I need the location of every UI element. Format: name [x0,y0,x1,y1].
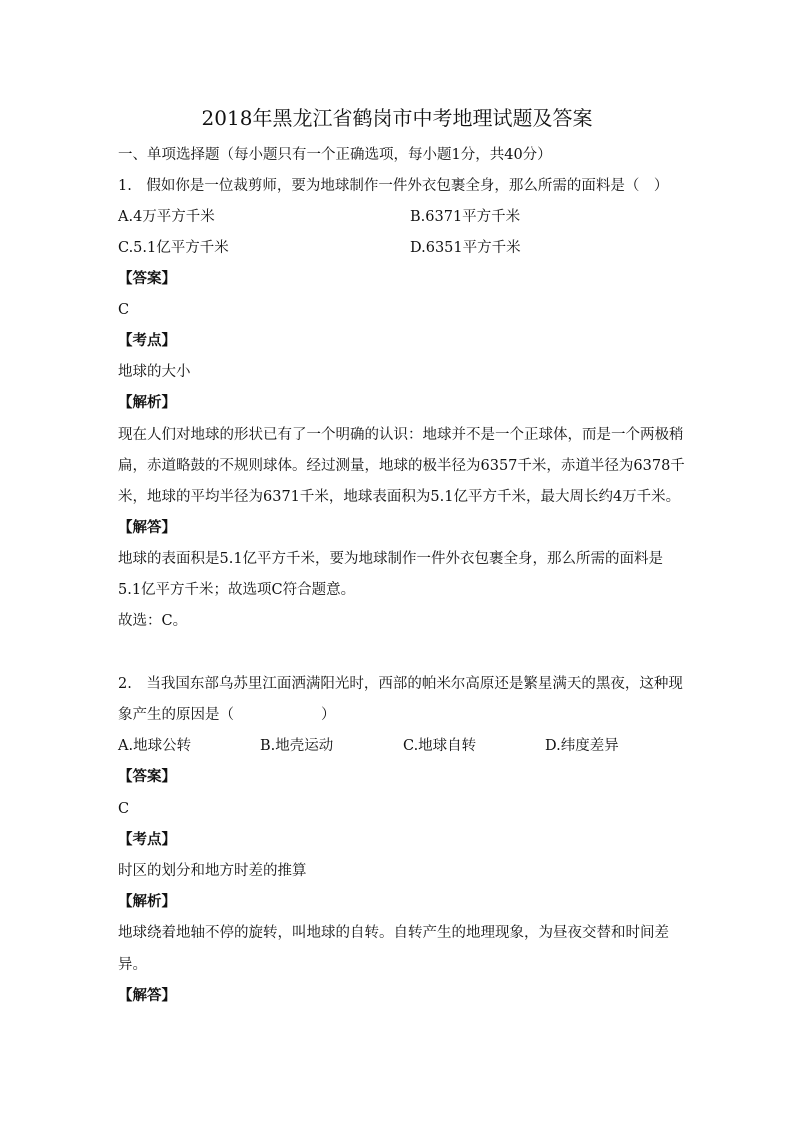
section-heading: 一、单项选择题（每小题只有一个正确选项，每小题1分，共40分） [118,147,552,163]
q2-jieda-label: 【解答】 [118,987,176,1004]
q1-answer-label: 【答案】 [118,270,176,287]
q1-jieda-label: 【解答】 [118,519,176,536]
q2-kaodian: 时区的划分和地方时差的推算 [118,863,307,879]
q1-kaodian: 地球的大小 [118,364,191,380]
q2-kaodian-label: 【考点】 [118,831,176,848]
q1-jiexi-line-2: 扁，赤道略鼓的不规则球体。经过测量，地球的极半径为6357千米，赤道半径为6378千 [118,458,685,474]
q2-jiexi-line-1: 地球绕着地轴不停的旋转，叫地球的自转。自转产生的地理现象，为昼夜交替和时间差 [118,925,669,941]
q1-jieda-line-2: 5.1亿平方千米；故选项C符合题意。 [118,582,356,598]
q2-answer-label: 【答案】 [118,768,176,785]
q1-jiexi-line-3: 米，地球的平均半径为6371千米，地球表面积为5.1亿平方千米，最大周长约4万千米。 [118,489,681,505]
q2-stem-line-1: 2. 当我国东部乌苏里江面洒满阳光时，西部的帕米尔高原还是繁星满天的黑夜，这种现 [118,676,683,692]
q1-option-d: D.6351平方千米 [410,240,521,256]
q1-jiexi-line-1: 现在人们对地球的形状已有了一个明确的认识：地球并不是一个正球体，而是一个两极稍 [118,427,684,443]
q1-stem: 1. 假如你是一位裁剪师，要为地球制作一件外衣包裹全身，那么所需的面料是（ ） [118,178,669,194]
q1-jiexi-label: 【解析】 [118,394,176,411]
q1-option-c: C.5.1亿平方千米 [118,240,229,256]
q2-jiexi-line-2: 异。 [118,957,147,973]
q2-option-c: C.地球自转 [403,738,477,754]
q2-option-d: D.纬度差异 [545,738,619,754]
q1-option-a: A.4万平方千米 [118,209,215,225]
q1-jieda-line-1: 地球的表面积是5.1亿平方千米，要为地球制作一件外衣包裹全身，那么所需的面料是 [118,551,664,567]
q1-guxuan: 故选：C。 [118,613,188,629]
q2-option-b: B.地壳运动 [260,738,334,754]
q1-kaodian-label: 【考点】 [118,332,176,349]
q2-option-a: A.地球公转 [118,738,192,754]
q2-stem-line-2: 象产生的原因是（ ） [118,707,336,723]
q1-option-b: B.6371平方千米 [410,209,521,225]
q1-answer: C [118,302,130,318]
q2-answer: C [118,801,130,817]
q2-jiexi-label: 【解析】 [118,893,176,910]
document-title: 2018年黑龙江省鹤岗市中考地理试题及答案 [201,106,593,130]
